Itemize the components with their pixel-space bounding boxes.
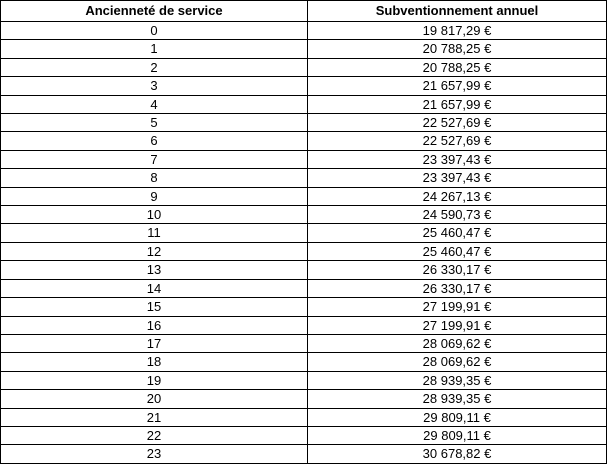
table-row [1, 408, 607, 426]
header-seniority: Ancienneté de service [1, 1, 308, 22]
table-row [1, 187, 607, 205]
subsidy-amount-cell: 20 788,25 € [308, 40, 607, 58]
table-row [1, 77, 607, 95]
seniority-cell: 3 [1, 77, 308, 95]
seniority-cell: 8 [1, 169, 308, 187]
seniority-cell: 14 [1, 279, 308, 297]
seniority-cell: 17 [1, 334, 308, 352]
header-row [1, 1, 607, 22]
subsidy-amount-cell: 28 939,35 € [308, 371, 607, 389]
subsidy-amount-cell: 26 330,17 € [308, 261, 607, 279]
subsidy-amount-cell: 24 267,13 € [308, 187, 607, 205]
table-row [1, 261, 607, 279]
subsidy-amount-cell: 23 397,43 € [308, 169, 607, 187]
seniority-cell: 6 [1, 132, 308, 150]
seniority-cell: 9 [1, 187, 308, 205]
seniority-cell: 11 [1, 224, 308, 242]
seniority-cell: 22 [1, 426, 308, 444]
seniority-cell: 21 [1, 408, 308, 426]
subsidy-amount-cell: 19 817,29 € [308, 22, 607, 40]
subsidy-amount-cell: 28 939,35 € [308, 390, 607, 408]
subsidy-amount-cell: 20 788,25 € [308, 58, 607, 76]
seniority-cell: 23 [1, 445, 308, 463]
subsidy-amount-cell: 28 069,62 € [308, 334, 607, 352]
table-row [1, 114, 607, 132]
subsidy-amount-cell: 29 809,11 € [308, 426, 607, 444]
seniority-cell: 0 [1, 22, 308, 40]
seniority-cell: 5 [1, 114, 308, 132]
seniority-cell: 10 [1, 206, 308, 224]
seniority-cell: 13 [1, 261, 308, 279]
table-row [1, 279, 607, 297]
subsidy-amount-cell: 22 527,69 € [308, 132, 607, 150]
table-header [1, 1, 607, 22]
table-row [1, 298, 607, 316]
subsidy-amount-cell: 26 330,17 € [308, 279, 607, 297]
table-row [1, 95, 607, 113]
table-row [1, 58, 607, 76]
seniority-cell: 15 [1, 298, 308, 316]
seniority-cell: 16 [1, 316, 308, 334]
table-row [1, 316, 607, 334]
table-row [1, 242, 607, 260]
subsidy-amount-cell: 29 809,11 € [308, 408, 607, 426]
subsidy-amount-cell: 21 657,99 € [308, 77, 607, 95]
subsidy-amount-cell: 28 069,62 € [308, 353, 607, 371]
subsidy-amount-cell: 25 460,47 € [308, 242, 607, 260]
table-row [1, 426, 607, 444]
subsidy-amount-cell: 27 199,91 € [308, 316, 607, 334]
table-body [1, 22, 607, 464]
header-annual-subsidy: Subventionnement annuel [308, 1, 607, 22]
table-row [1, 390, 607, 408]
table-row [1, 40, 607, 58]
seniority-cell: 1 [1, 40, 308, 58]
subsidy-amount-cell: 30 678,82 € [308, 445, 607, 463]
seniority-cell: 19 [1, 371, 308, 389]
table-row [1, 353, 607, 371]
subsidy-amount-cell: 27 199,91 € [308, 298, 607, 316]
table-row [1, 169, 607, 187]
subsidy-amount-cell: 23 397,43 € [308, 150, 607, 168]
subsidy-amount-cell: 22 527,69 € [308, 114, 607, 132]
table-row [1, 334, 607, 352]
seniority-cell: 4 [1, 95, 308, 113]
seniority-cell: 2 [1, 58, 308, 76]
seniority-cell: 18 [1, 353, 308, 371]
subsidy-amount-cell: 21 657,99 € [308, 95, 607, 113]
seniority-cell: 20 [1, 390, 308, 408]
table-row [1, 224, 607, 242]
table-row [1, 206, 607, 224]
table-row [1, 22, 607, 40]
subsidy-amount-cell: 24 590,73 € [308, 206, 607, 224]
table-row [1, 132, 607, 150]
table-row [1, 150, 607, 168]
table-row [1, 445, 607, 463]
seniority-cell: 7 [1, 150, 308, 168]
seniority-cell: 12 [1, 242, 308, 260]
subsidy-amount-cell: 25 460,47 € [308, 224, 607, 242]
table-row [1, 371, 607, 389]
